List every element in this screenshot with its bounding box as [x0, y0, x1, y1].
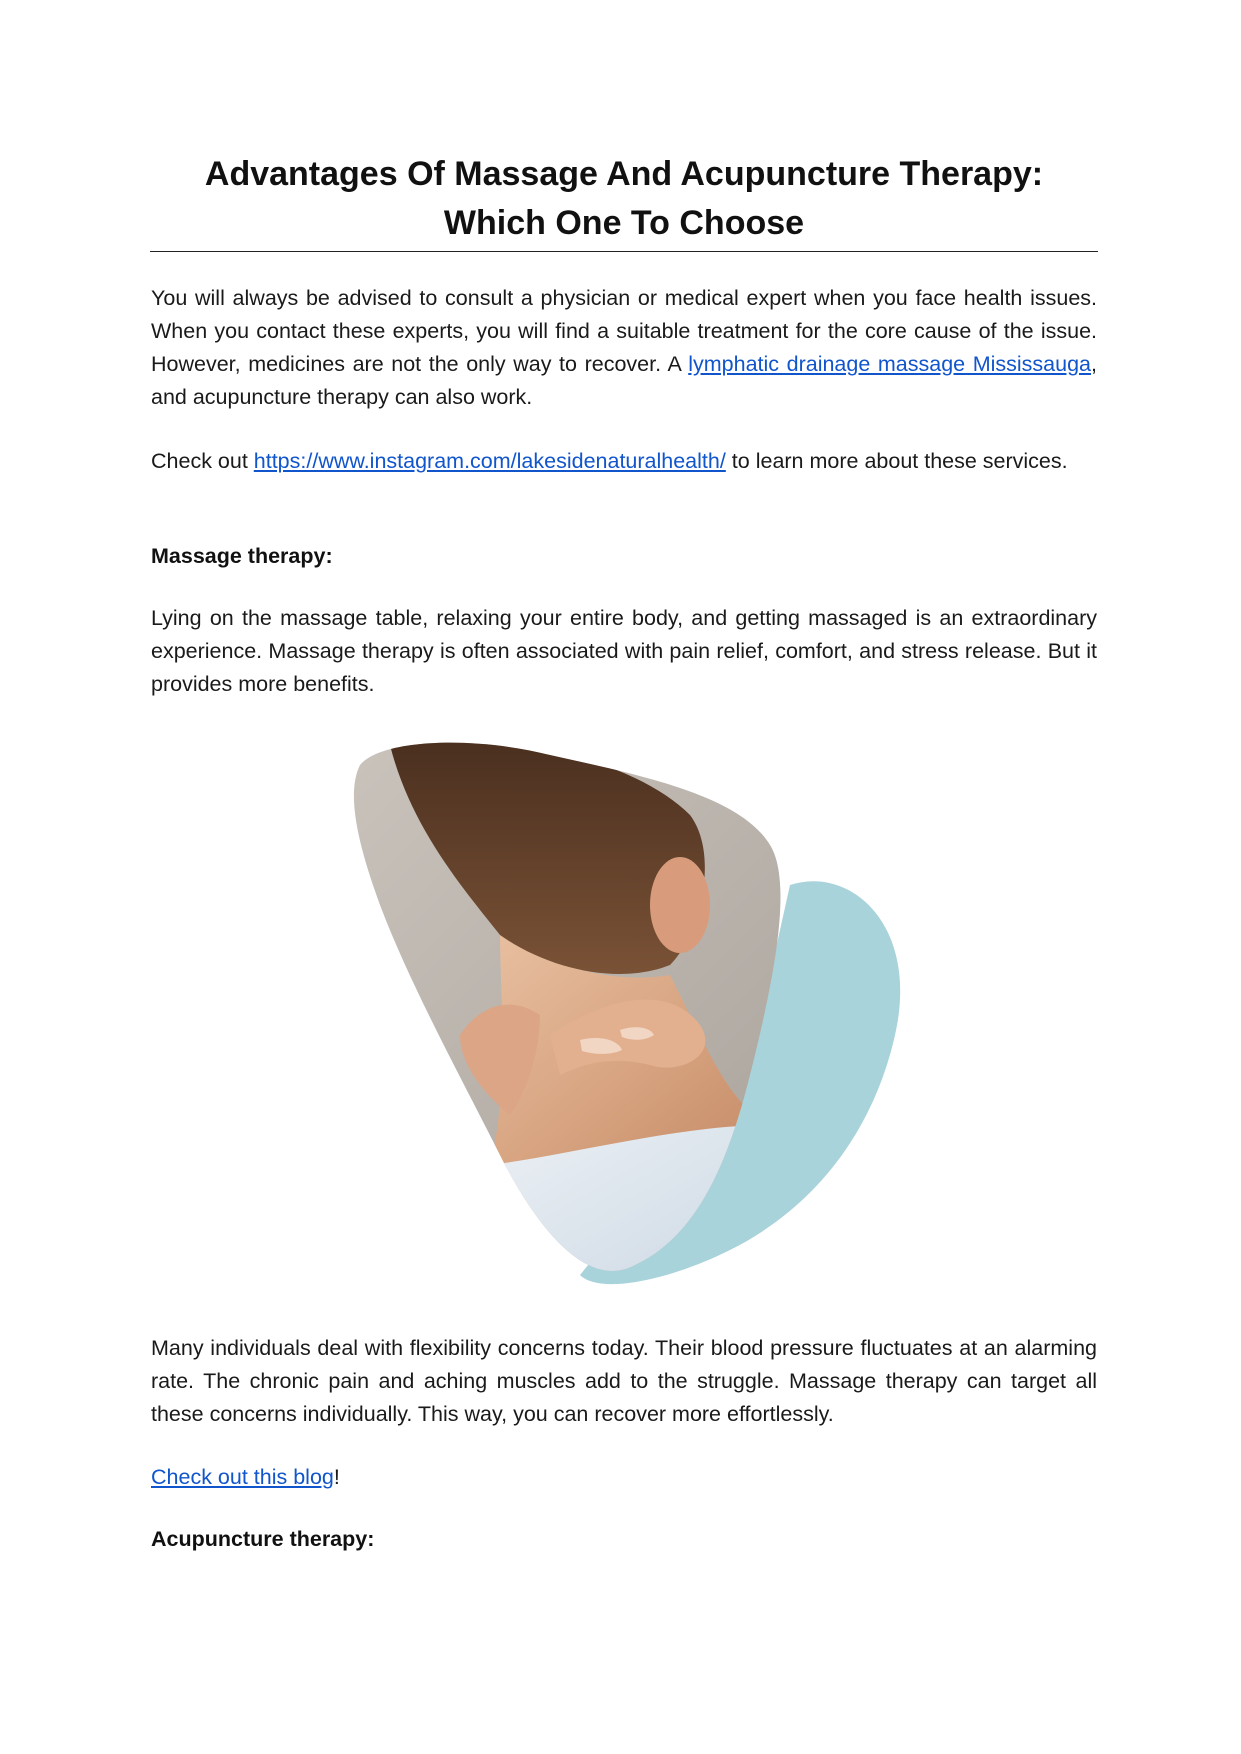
check-out-prefix: Check out	[151, 449, 254, 473]
blog-link-suffix: !	[333, 1465, 340, 1489]
blog-link-paragraph	[151, 1461, 1097, 1494]
instagram-link[interactable]: https://www.instagram.com/lakesidenaturalhealth/	[253, 449, 726, 473]
acupuncture-therapy-heading: Acupuncture therapy:	[151, 1527, 375, 1551]
intro-text-after-link: , and acupuncture therapy can also work.	[151, 352, 1097, 409]
massage-therapy-heading: Massage therapy:	[151, 544, 333, 568]
check-out-paragraph	[151, 445, 1097, 478]
lymphatic-drainage-link[interactable]: lymphatic drainage massage Mississauga	[688, 352, 1092, 376]
page-title: Advantages Of Massage And Acupuncture Therapy: Which One To Choose	[204, 155, 1044, 242]
intro-paragraph	[151, 282, 1097, 414]
check-out-suffix: to learn more about these services.	[725, 449, 1068, 473]
neck-pain-illustration	[350, 735, 930, 1315]
check-out-blog-link[interactable]: Check out this blog	[151, 1465, 334, 1489]
neck-pain-photo	[350, 735, 930, 1315]
intro-text-before-link: You will always be advised to consult a physician or medical expert when you face health issues. When you contact these experts, you will find a suitable treatment for the core cause of the issue. However, medicines are not the only way to recover. A	[151, 286, 1097, 376]
title-divider	[150, 251, 1098, 252]
flexibility-paragraph: Many individuals deal with flexibility concerns today. Their blood pressure fluctuates at an alarming rate. The chronic pain and aching muscles add to the struggle. Massage therapy can target all these concerns individually. This way, you can recover more effortlessly.	[151, 1336, 1097, 1426]
massage-paragraph: Lying on the massage table, relaxing your entire body, and getting massaged is an extraordinary experience. Massage therapy is often associated with pain relief, comfort, and stress release. But it provides more benefits.	[151, 606, 1097, 696]
